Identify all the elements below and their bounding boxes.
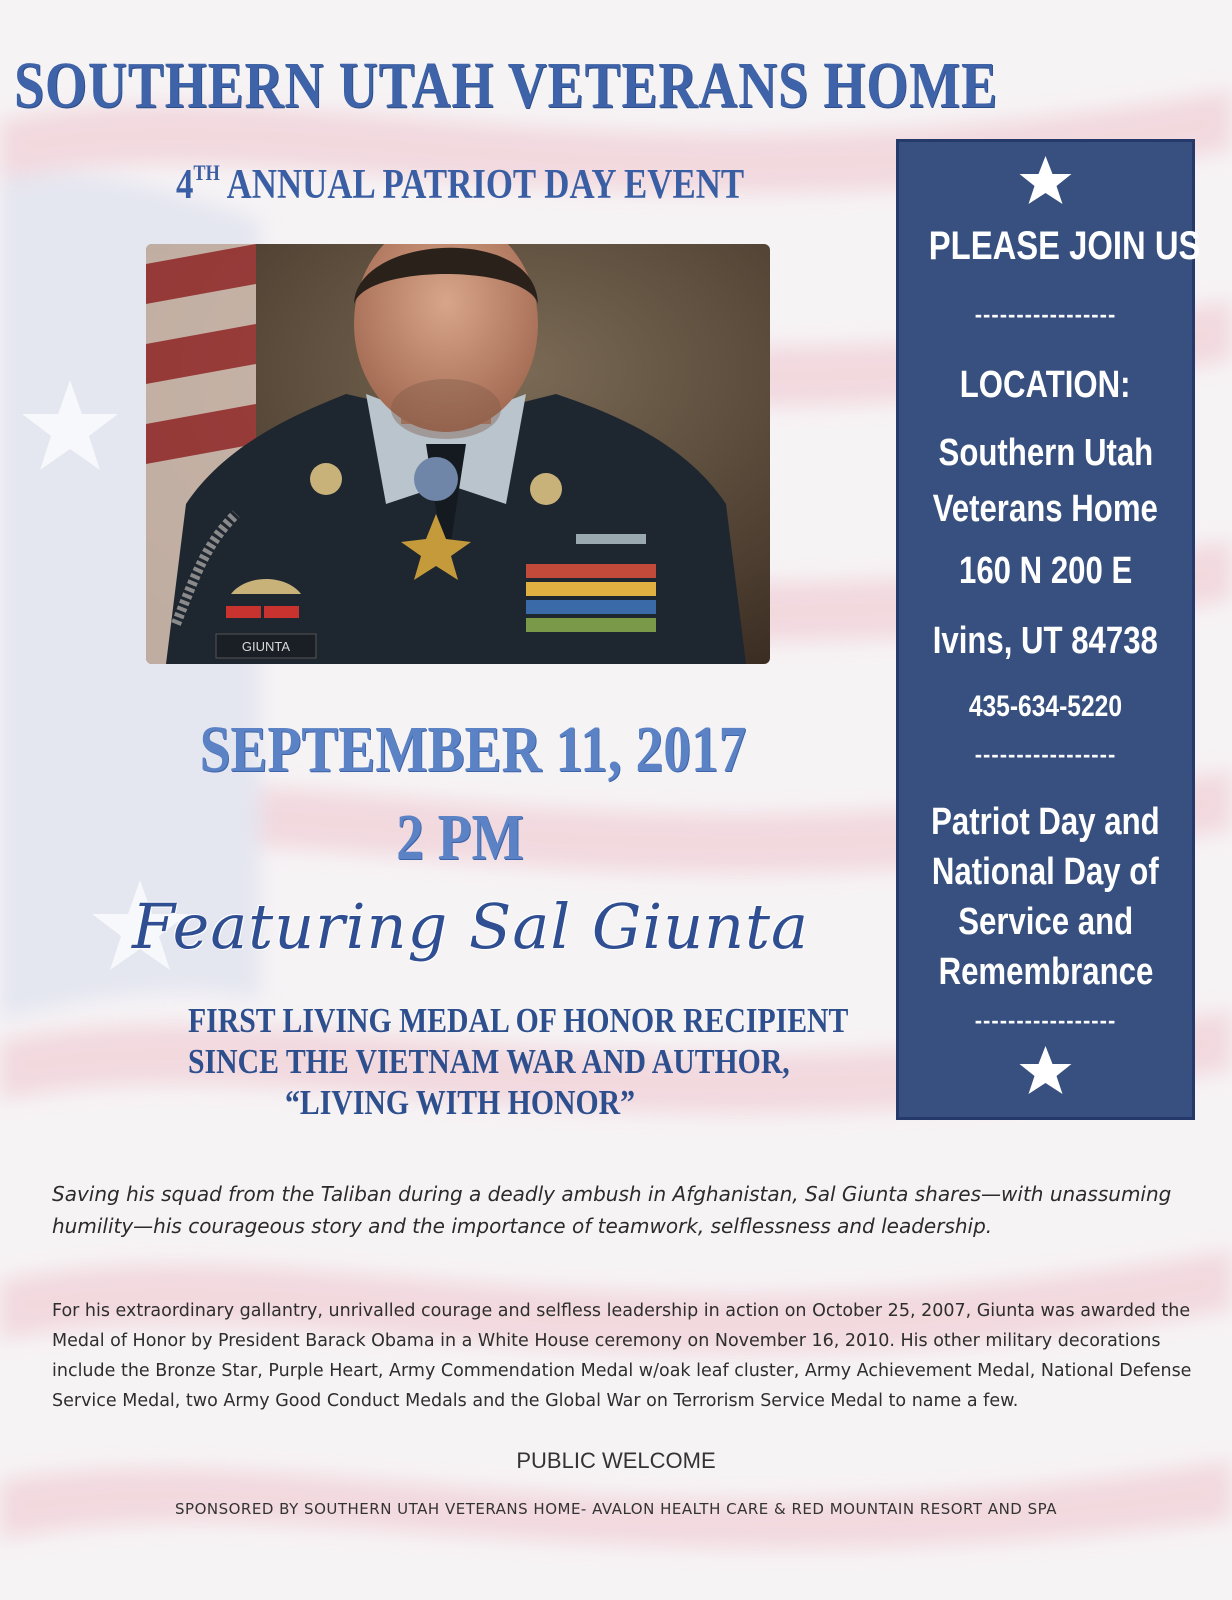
recipient-line: FIRST LIVING MEDAL OF HONOR RECIPIENT <box>188 1001 849 1040</box>
public-welcome: PUBLIC WELCOME <box>516 1448 716 1473</box>
event-title: ANNUAL PATRIOT DAY EVENT <box>226 162 745 208</box>
patriot-line: National Day of <box>932 851 1159 893</box>
main-title: SOUTHERN UTAH VETERANS HOME <box>14 49 998 122</box>
info-sidebar <box>896 139 1201 1120</box>
details-paragraph: For his extraordinary gallantry, unrivalled courage and selfless leadership in action on October 25, 2007, Giunta was awarded the Medal of Honor by President Barack Obama in a White House ceremony on November 16, 2010. His other military decorations include the Bronze Star, Purple Heart, Army Commendation Medal w/oak leaf cluster, Army Achievement Medal, National Defense Service Medal, two Army Good Conduct Medals and the Global War on Terrorism Service Medal to name a few. <box>52 1301 1192 1411</box>
divider: ----------------- <box>974 1008 1117 1033</box>
event-date: SEPTEMBER 11, 2017 <box>199 713 747 786</box>
event-ordinal: 4 <box>176 162 194 208</box>
patriot-line: Service and <box>958 901 1133 943</box>
street-address: 160 N 200 E <box>958 550 1133 592</box>
event-ordinal-suffix: TH <box>193 160 220 185</box>
divider: ----------------- <box>974 302 1117 327</box>
join-heading: PLEASE JOIN US <box>928 224 1201 268</box>
city-state-zip: Ivins, UT 84738 <box>932 620 1159 662</box>
event-subtitle <box>176 160 745 209</box>
location-label: LOCATION: <box>960 364 1131 406</box>
sponsors-line: SPONSORED BY SOUTHERN UTAH VETERANS HOME- AVALON HEALTH CARE & RED MOUNTAIN RESORT AND SPA <box>175 1500 1057 1518</box>
featuring-headline: Featuring Sal Giunta <box>132 890 809 963</box>
recipient-description <box>188 1000 849 1123</box>
star-icon <box>899 152 1192 208</box>
recipient-line: SINCE THE VIETNAM WAR AND AUTHOR, <box>188 1042 790 1081</box>
patriot-day-text <box>899 797 1192 997</box>
soldier-photo <box>146 244 770 664</box>
recipient-line: “LIVING WITH HONOR” <box>285 1083 635 1122</box>
photo-nametag: GIUNTA <box>241 639 291 654</box>
event-time: 2 PM <box>396 801 524 874</box>
phone-number: 435-634-5220 <box>968 690 1123 723</box>
divider: ----------------- <box>974 742 1117 767</box>
venue-line: Southern Utah <box>938 432 1153 474</box>
intro-paragraph: Saving his squad from the Taliban during a deadly ambush in Afghanistan, Sal Giunta shares—with unassuming humility—his courageous story and the importance of teamwork, selflessness and leadership. <box>52 1182 1172 1238</box>
venue-name <box>899 425 1192 537</box>
star-icon <box>899 1042 1192 1098</box>
patriot-line: Patriot Day and <box>931 801 1160 843</box>
venue-line: Veterans Home <box>932 488 1159 530</box>
patriot-line: Remembrance <box>938 951 1153 993</box>
